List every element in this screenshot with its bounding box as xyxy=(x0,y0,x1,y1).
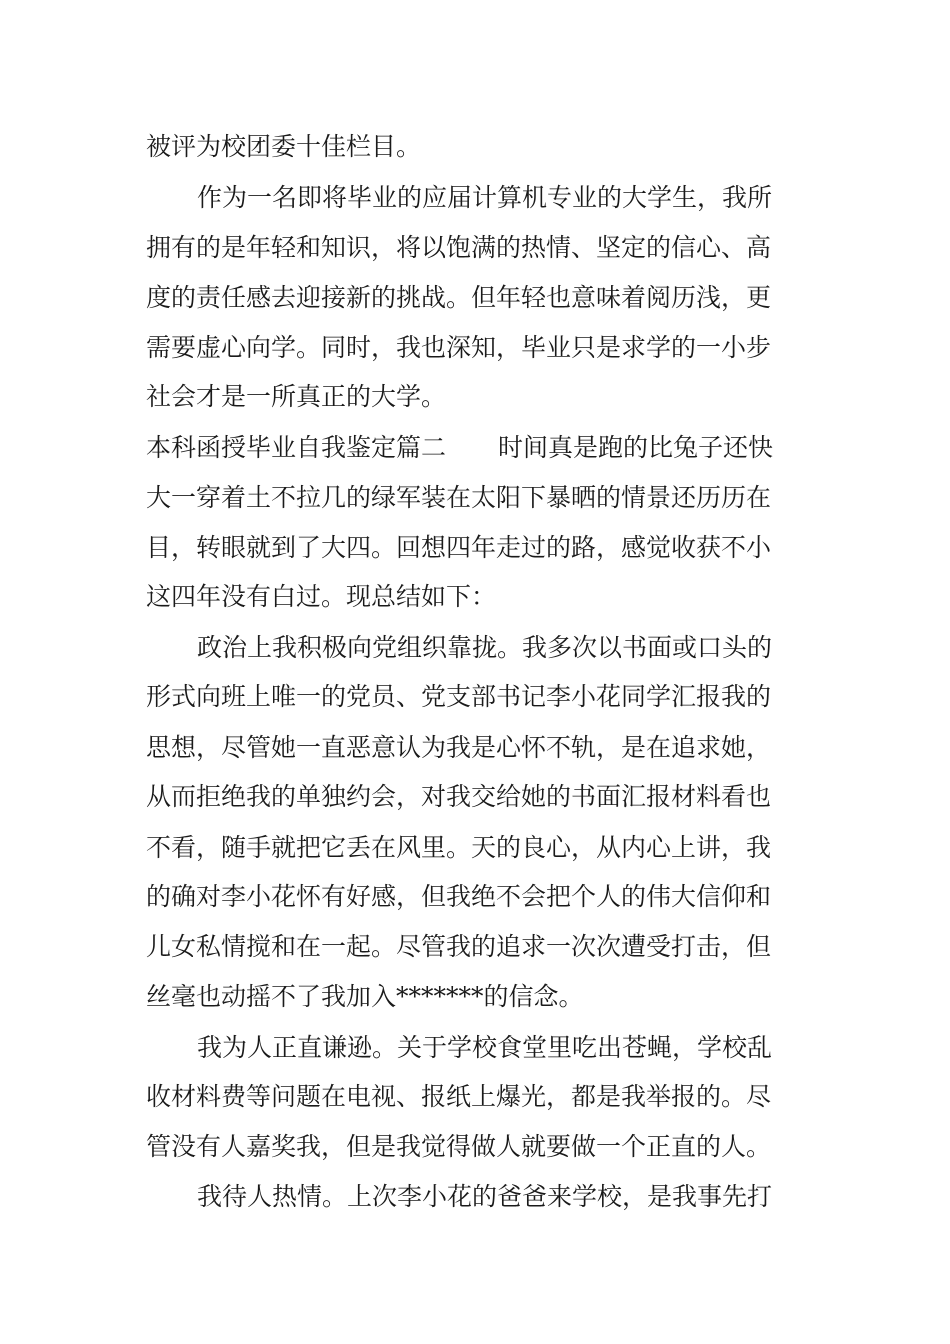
text-line: 形式向班上唯一的党员、党支部书记李小花同学汇报我的 xyxy=(146,682,772,711)
paragraph-start-line: 政治上我积极向党组织靠拢。我多次以书面或口头的 xyxy=(197,633,773,662)
text-line: 儿女私情搅和在一起。尽管我的追求一次次遭受打击，但 xyxy=(146,932,772,961)
text-line: 社会才是一所真正的大学。 xyxy=(146,382,447,411)
paragraph-start-line: 我为人正直谦逊。关于学校食堂里吃出苍蝇，学校乱 xyxy=(197,1033,773,1062)
text-line: 度的责任感去迎接新的挑战。但年轻也意味着阅历浅，更 xyxy=(146,283,772,312)
text-line: 的确对李小花怀有好感，但我绝不会把个人的伟大信仰和 xyxy=(146,882,772,911)
text-line: 这四年没有白过。现总结如下： xyxy=(146,582,497,611)
text-line: 被评为校团委十佳栏目。 xyxy=(146,132,422,161)
text-line: 从而拒绝我的单独约会，对我交给她的书面汇报材料看也 xyxy=(146,782,772,811)
section-heading-line xyxy=(146,428,826,468)
text-segment: 时间真是跑的比兔子还快 xyxy=(498,433,774,462)
text-line: 管没有人嘉奖我，但是我觉得做人就要做一个正直的人。 xyxy=(146,1132,772,1161)
text-line: 拥有的是年轻和知识，将以饱满的热情、坚定的信心、高 xyxy=(146,233,772,262)
text-line: 大一穿着土不拉几的绿军装在太阳下暴晒的情景还历历在 xyxy=(146,483,772,512)
paragraph-start-line: 我待人热情。上次李小花的爸爸来学校，是我事先打 xyxy=(197,1182,773,1211)
text-line: 不看，随手就把它丢在风里。天的良心，从内心上讲，我 xyxy=(146,833,772,862)
text-line: 思想，尽管她一直恶意认为我是心怀不轨，是在追求她， xyxy=(146,733,772,762)
paragraph-start-line: 作为一名即将毕业的应届计算机专业的大学生，我所 xyxy=(197,183,773,212)
text-line: 丝毫也动摇不了我加入*******的信念。 xyxy=(146,982,584,1011)
text-line: 目，转眼就到了大四。回想四年走过的路，感觉收获不小 xyxy=(146,533,772,562)
text-line: 收材料费等问题在电视、报纸上爆光，都是我举报的。尽 xyxy=(146,1082,772,1111)
text-line: 需要虚心向学。同时，我也深知，毕业只是求学的一小步 xyxy=(146,333,772,362)
section-heading: 本科函授毕业自我鉴定篇二 xyxy=(146,433,447,462)
